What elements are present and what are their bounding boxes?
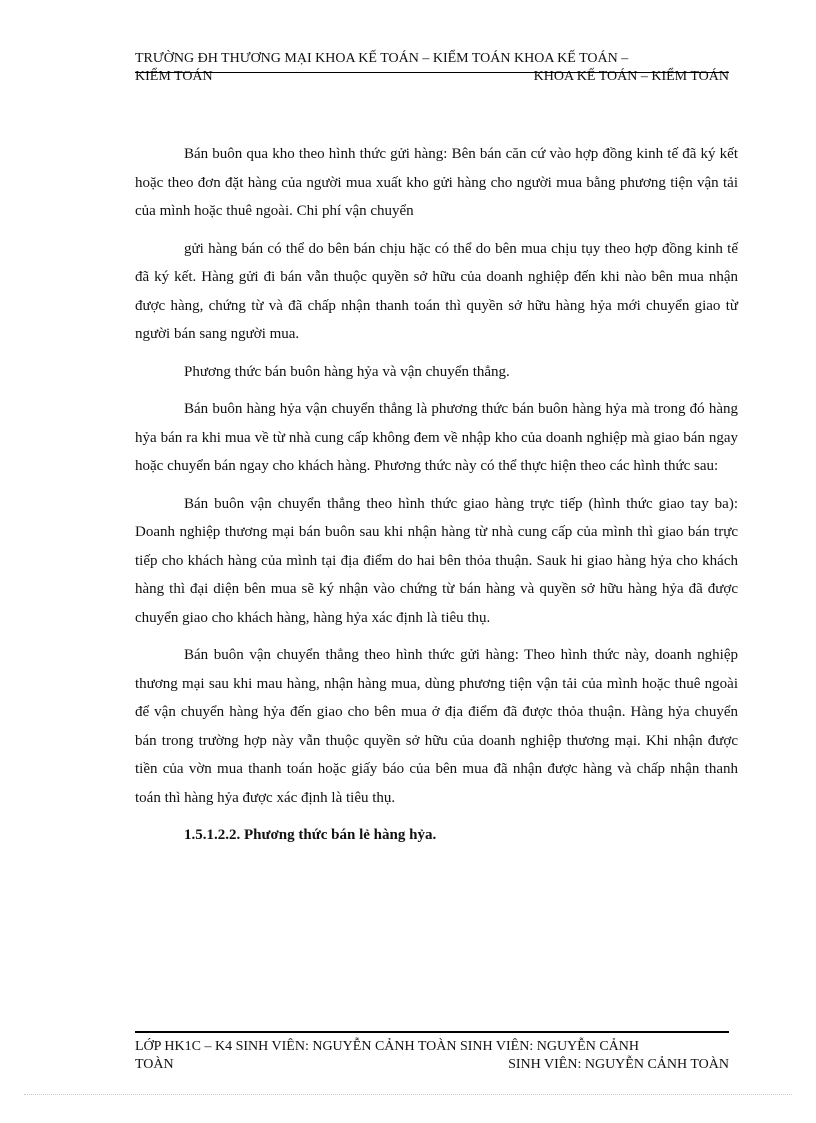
paragraph: Bán buôn vận chuyển thẳng theo hình thức gửi hàng: Theo hình thức này, doanh nghiệp thương mại sau khi mau hàng, nhận hàng mua, dùng phương tiện vận tải của mình hoặc thuê ngoài để vận chuyển hàng hỷa đến giao cho bên mua ở địa điểm đã được thỏa thuận. Hàng hỷa chuyển bán trong trường hợp này vẫn thuộc quyền sở hữu của doanh nghiệp thương mại. Khi nhận được tiền của vờn mua thanh toán hoặc giấy báo của bên mua đã nhận được hàng và chấp nhận thanh toán thì hàng hỷa được xác định là tiêu thụ. — [135, 647, 738, 806]
section-heading: 1.5.1.2.2. Phương thức bán lẻ hàng hỷa. — [184, 827, 437, 843]
footer-line-2-right: SINH VIÊN: NGUYỄN CẢNH TOÀN — [508, 1057, 729, 1072]
paragraph: gửi hàng bán có thể do bên bán chịu hặc có thể do bên mua chịu tụy theo hợp đồng kinh tế đã ký kết. Hàng gửi đi bán vẫn thuộc quyền sở hữu của doanh nghiệp đến khi nào bên mua nhận được hàng, chứng từ và đã chấp nhận thanh toán thì quyền sở hữu hàng hỷa mới chuyển giao từ người bán sang người mua. — [135, 240, 738, 342]
document-body — [135, 140, 738, 859]
paragraph: Bán buôn vận chuyển thẳng theo hình thức giao hàng trực tiếp (hình thức giao tay ba): Doanh nghiệp thương mại bán buôn sau khi nhận hàng từ nhà cung cấp của mình thì giao bán trực tiếp cho khách hàng của mình tại địa điểm do hai bên thỏa thuận. Sauk hi giao hàng hỷa cho khách hàng thì đại diện bên mua sẽ ký nhận vào chứng từ bán hàng và quyền sở hữu hàng hỷa đã được chuyển giao cho khách hàng, hàng hỷa xác định là tiêu thụ. — [135, 495, 738, 626]
header-divider — [135, 72, 729, 73]
paragraph: Phương thức bán buôn hàng hỷa và vận chuyển thẳng. — [184, 363, 510, 380]
header-line-2-right: KHOA KẾ TOÁN – KIỂM TOÁN — [533, 69, 729, 84]
page-header — [135, 50, 729, 86]
header-line-2-left: KIỂM TOÁN — [135, 69, 213, 84]
footer-line-1: LỚP HK1C – K4 SINH VIÊN: NGUYỄN CẢNH TOÀN SINH VIÊN: NGUYỄN CẢNH — [135, 1039, 639, 1054]
paragraph: Bán buôn hàng hỷa vận chuyển thẳng là phương thức bán buôn hàng hỷa mà trong đó hàng hỷa bán ra khi mua về từ nhà cung cấp không đem về nhập kho của doanh nghiệp mà giao bán ngay hoặc chuyển bán ngay cho khách hàng. Phương thức này có thể thực hiện theo các hình thức sau: — [135, 401, 738, 474]
header-line-1: TRƯỜNG ĐH THƯƠNG MẠI KHOA KẾ TOÁN – KIỂM TOÁN KHOA KẾ TOÁN – — [135, 51, 629, 66]
paragraph: Bán buôn qua kho theo hình thức gửi hàng: Bên bán căn cứ vào hợp đồng kinh tế đã ký kết hoặc theo đơn đặt hàng của người mua xuất kho gửi hàng cho người mua bằng phương tiện vận tải của mình hoặc thuê ngoài. Chi phí vận chuyển — [135, 146, 738, 219]
page-edge — [24, 1094, 792, 1095]
footer-line-2 — [135, 1056, 729, 1074]
footer-line-2-left: TOÀN — [135, 1057, 174, 1072]
footer-divider — [135, 1031, 729, 1033]
page-footer — [135, 1038, 729, 1074]
header-line-2 — [135, 68, 729, 86]
